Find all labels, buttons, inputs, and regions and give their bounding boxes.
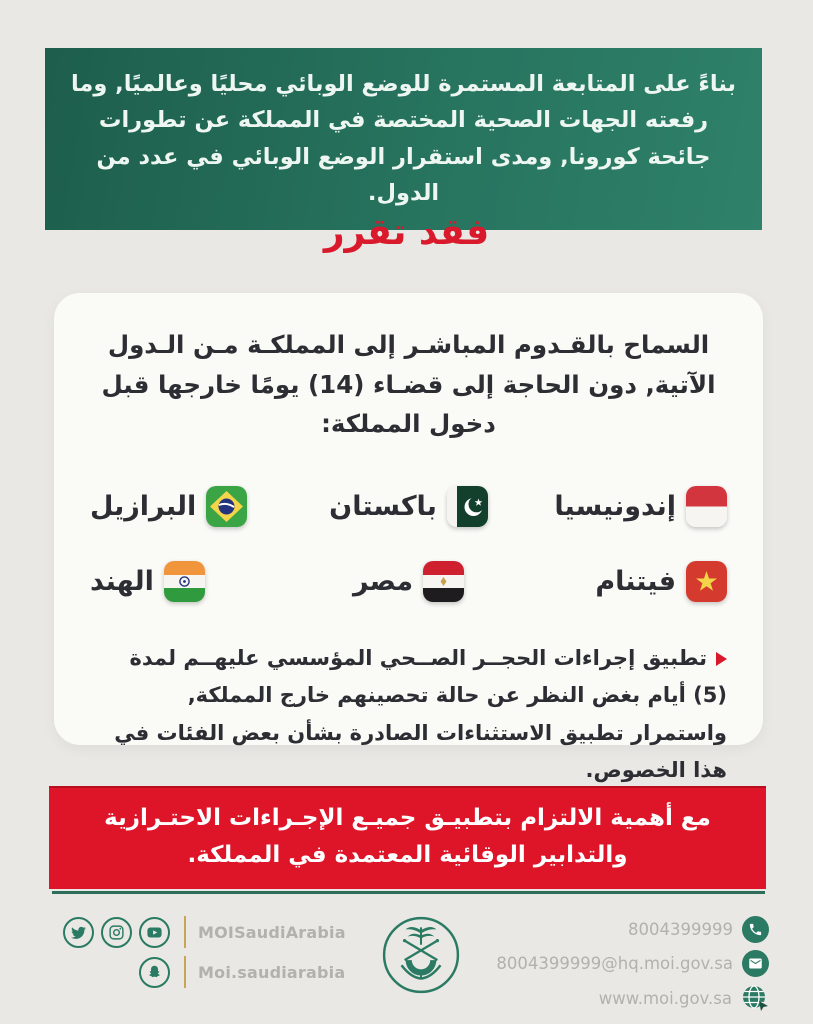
vietnam-flag-icon — [686, 561, 727, 602]
contact-row-website — [599, 984, 769, 1012]
decision-card — [54, 293, 763, 783]
quarantine-note-text: تطبيق إجراءات الحجــر الصــحي المؤسسي عليهــم لمدة (5) أيام بغض النظر عن حالة تحصينهم خارج المملكة, واستمرار تطبيق الاستثناءات الصادرة بشأن بعض الفئات في هذا الخصوص. — [114, 646, 727, 783]
social-handle-main: MOISaudiArabia — [198, 922, 346, 942]
social-handle-snapchat: Moi.saudiarabia — [198, 962, 346, 982]
youtube-icon — [139, 917, 170, 948]
country-name: فيتنام — [595, 566, 676, 598]
social-icons-snapchat — [48, 957, 170, 988]
phone-icon — [742, 916, 769, 943]
brazil-flag-icon — [206, 486, 247, 527]
website-url: www.moi.gov.sa — [598, 988, 732, 1008]
decision-heading: فقد تقرر — [323, 212, 490, 253]
social-row-snapchat — [48, 956, 346, 988]
indonesia-flag-icon — [686, 486, 727, 527]
india-flag-icon — [164, 561, 205, 602]
country-name: الهند — [90, 566, 154, 598]
instagram-icon — [101, 917, 132, 948]
social-icons-main — [48, 917, 170, 948]
intro-banner-text: بناءً على المتابعة المستمرة للوضع الوبائي محليًا وعالميًا, وما رفعته الجهات الصحية المختصة في المملكة عن تطورات جائحة كورونا, ومدى استقرار الوضع الوبائي في عدد من الدول. — [70, 71, 736, 207]
intro-banner — [45, 48, 762, 230]
country-name: البرازيل — [90, 491, 197, 523]
pakistan-flag-icon — [447, 486, 488, 527]
egypt-flag-icon — [423, 561, 464, 602]
country-item-brazil — [90, 486, 247, 527]
warning-banner — [49, 786, 766, 889]
footer-contact-block — [496, 916, 769, 1012]
footer-social-block — [48, 916, 346, 988]
gold-separator — [184, 956, 186, 988]
quarantine-note — [90, 640, 727, 790]
moi-emblem-logo — [380, 914, 462, 1000]
country-name: مصر — [352, 566, 414, 598]
email-icon — [742, 950, 769, 977]
triangle-bullet-icon — [716, 652, 727, 666]
phone-number: 8004399999 — [628, 920, 733, 939]
contact-row-email — [496, 950, 769, 977]
twitter-icon — [63, 917, 94, 948]
country-item-pakistan — [329, 486, 488, 527]
country-item-egypt — [353, 561, 464, 602]
country-item-vietnam — [595, 561, 727, 602]
gold-separator — [184, 916, 186, 948]
social-row-main — [48, 916, 346, 948]
country-name: إندونيسيا — [554, 491, 676, 523]
contact-row-phone — [628, 916, 769, 943]
globe-icon — [741, 984, 769, 1012]
country-item-indonesia — [554, 486, 727, 527]
footer — [0, 910, 813, 1012]
warning-banner-text: مع أهمية الالتزام بتطبيـق جميـع الإجـراءات الاحتـرازية والتدابير الوقائية المعتمدة في المملكة. — [104, 805, 711, 869]
snapchat-icon — [139, 957, 170, 988]
country-item-india — [90, 561, 205, 602]
country-name: باكستان — [329, 491, 437, 523]
card-intro-text: السماح بالقـدوم المباشـر إلى المملكـة مـن الـدول الآتية, دون الحاجة إلى قضـاء (14) يومًا خارجها قبل دخول المملكة: — [101, 330, 716, 439]
email-address: 8004399999@hq.moi.gov.sa — [496, 954, 733, 973]
footer-divider — [52, 891, 765, 894]
countries-grid — [90, 486, 727, 602]
